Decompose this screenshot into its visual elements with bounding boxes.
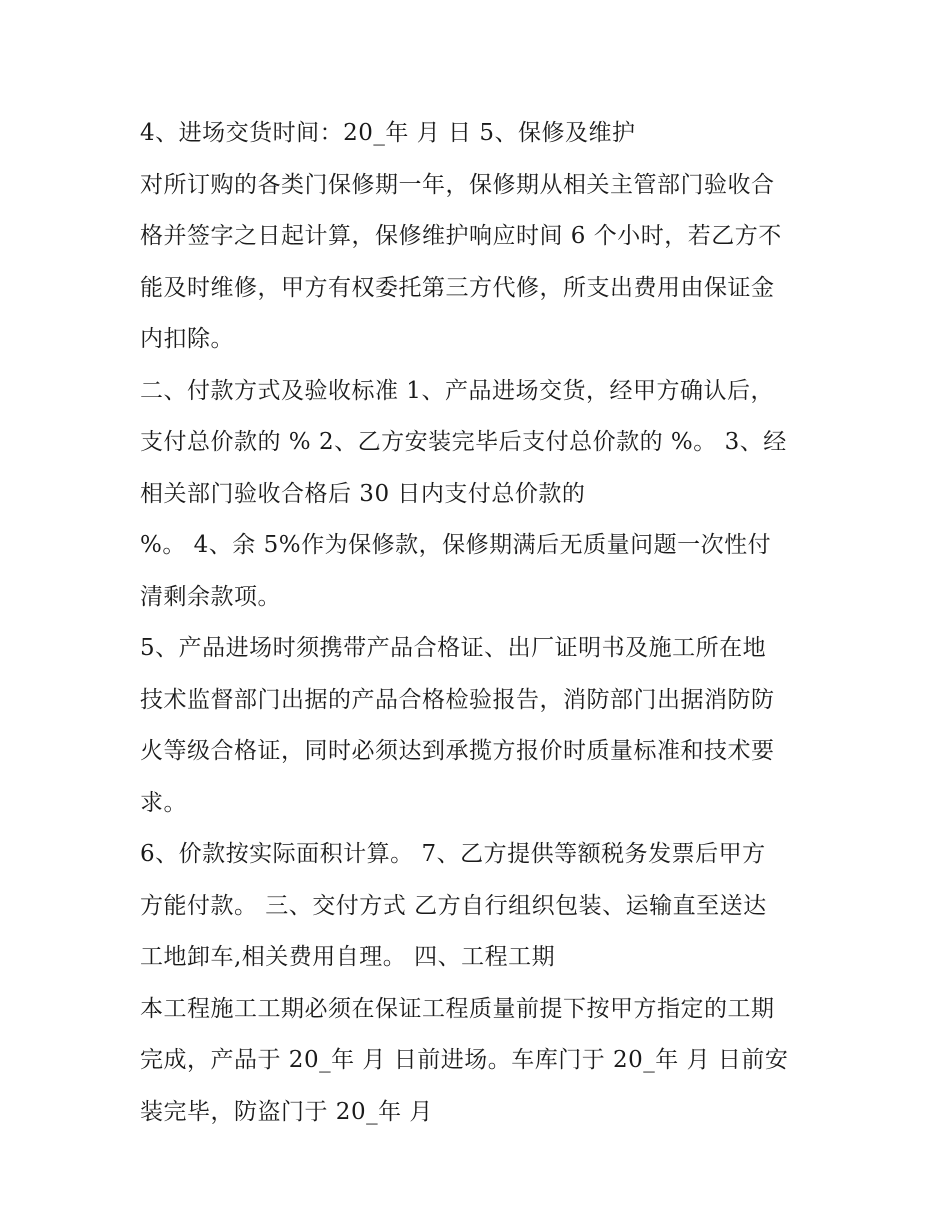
text-line: 工地卸车,相关费用自理。 四、工程工期 — [140, 944, 556, 970]
text-line: 4、进场交货时间：20_年 月 日 5、保修及维护 — [140, 120, 636, 146]
text-line: 方能付款。 三、交付方式 乙方自行组织包装、运输直至送达 — [140, 892, 767, 919]
text-line: 格并签字之日起计算，保修维护响应时间 6 个小时，若乙方不 — [140, 223, 782, 249]
text-line: 火等级合格证，同时必须达到承揽方报价时质量标准和技术要 — [140, 738, 775, 764]
text-line: 能及时维修，甲方有权委托第三方代修，所支出费用由保证金 — [140, 274, 775, 301]
text-line: %。 4、余 5%作为保修款，保修期满后无质量问题一次性付 — [140, 532, 772, 558]
text-line: 本工程施工工期必须在保证工程质量前提下按甲方指定的工期 — [140, 995, 775, 1022]
text-line: 对所订购的各类门保修期一年，保修期从相关主管部门验收合 — [140, 171, 775, 198]
text-line: 完成，产品于 20_年 月 日前进场。车库门于 20_年 月 日前安 — [140, 1047, 789, 1073]
text-line: 装完毕，防盗门于 20_年 月 — [140, 1098, 433, 1125]
text-line: 求。 — [140, 789, 187, 816]
text-line: 6、价款按实际面积计算。 7、乙方提供等额税务发票后甲方 — [140, 841, 766, 867]
contract-text — [140, 108, 820, 1138]
text-line: 支付总价款的 % 2、乙方安装完毕后支付总价款的 %。 3、经 — [140, 429, 787, 455]
text-line: 内扣除。 — [140, 326, 234, 352]
text-line: 技术监督部门出据的产品合格检验报告，消防部门出据消防防 — [140, 686, 775, 713]
text-line: 清剩余款项。 — [140, 583, 281, 610]
text-line: 5、产品进场时须携带产品合格证、出厂证明书及施工所在地 — [140, 635, 767, 661]
text-line: 相关部门验收合格后 30 日内支付总价款的 — [140, 480, 586, 507]
text-line: 二、付款方式及验收标准 1、产品进场交货，经甲方确认后， — [140, 377, 774, 404]
